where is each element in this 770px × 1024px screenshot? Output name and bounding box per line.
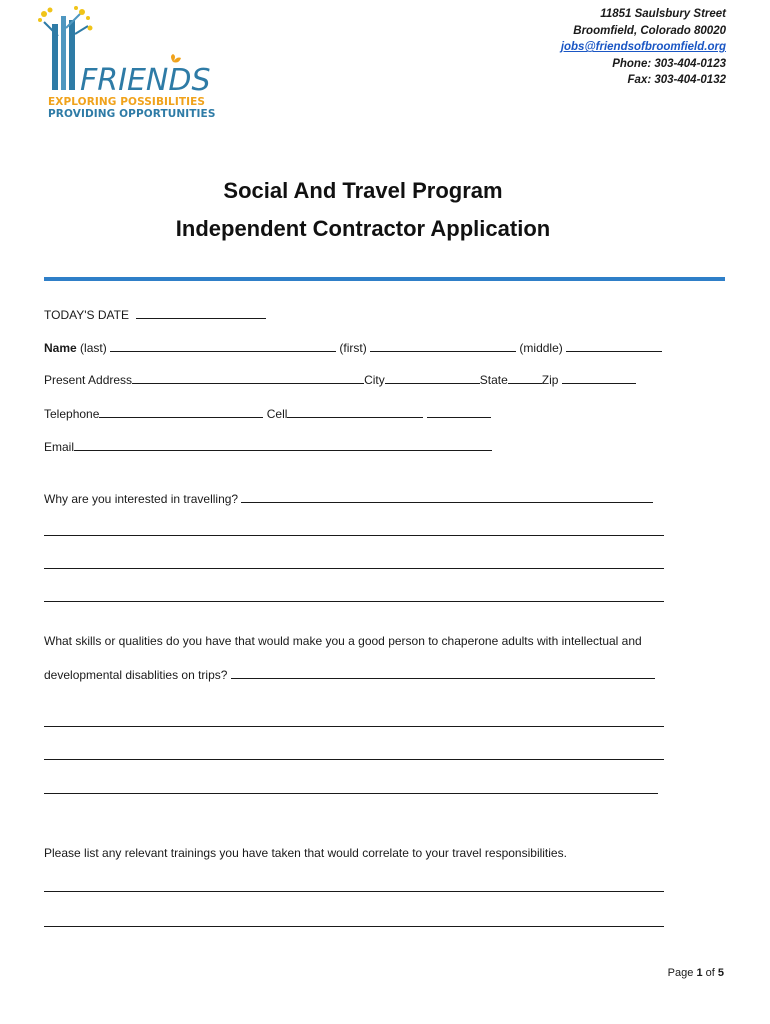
answer-1-line-3[interactable] [44, 601, 664, 602]
date-field[interactable] [136, 307, 266, 319]
name-row [44, 340, 662, 355]
page-number [668, 967, 724, 979]
zip-label: Zip [541, 373, 559, 387]
cell-field[interactable] [287, 406, 423, 418]
logo-tagline-1: EXPLORING POSSIBILITIES [48, 96, 206, 108]
middle-name-label: (middle) [519, 341, 563, 355]
logo-graphic [36, 4, 211, 98]
page-total: 5 [717, 967, 724, 979]
friends-logo [36, 4, 216, 122]
email-row [44, 439, 492, 454]
telephone-label: Telephone [44, 407, 100, 421]
last-name-label: (last) [80, 341, 107, 355]
email-link[interactable]: jobs@friendsofbroomfield.org [560, 41, 726, 53]
page-current: 1 [696, 967, 703, 979]
answer-3-line-1[interactable] [44, 891, 664, 892]
city-field[interactable] [385, 372, 480, 384]
email-field[interactable] [74, 439, 492, 451]
address-row [44, 372, 636, 387]
title-divider [44, 277, 725, 281]
cell-label: Cell [266, 407, 288, 421]
email-label: Email [44, 440, 75, 454]
page-title [0, 172, 726, 248]
name-label: Name [44, 341, 77, 355]
question-2-line-1: What skills or qualities do you have that would make you a good person to chaperone adults with intellectual and [44, 634, 642, 648]
question-3: Please list any relevant trainings you have taken that would correlate to your travel responsibilities. [44, 846, 567, 860]
logo-tagline-2: PROVIDING OPPORTUNITIES [48, 108, 216, 120]
title-line-1: Social And Travel Program [223, 178, 503, 203]
date-row [44, 307, 266, 322]
question-2-line-2-row [44, 667, 655, 682]
telephone-row [44, 406, 491, 421]
page-label: Page [667, 967, 694, 979]
street-address: 11851 Saulsbury Street [600, 8, 726, 20]
zip-field[interactable] [562, 372, 636, 384]
question-2-line-2: developmental disablities on trips? [44, 668, 228, 682]
address-field[interactable] [132, 372, 364, 384]
contact-block [561, 6, 726, 89]
address-label: Present Address [44, 373, 133, 387]
last-name-field[interactable] [110, 340, 336, 352]
answer-2-line-2[interactable] [44, 759, 664, 760]
question-2-field[interactable] [231, 667, 655, 679]
question-1-label: Why are you interested in travelling? [44, 492, 239, 506]
state-label: State [479, 373, 508, 387]
page-of-label: of [705, 967, 715, 979]
state-field[interactable] [508, 372, 542, 384]
question-1-field[interactable] [241, 491, 653, 503]
answer-2-line-3[interactable] [44, 793, 658, 794]
answer-1-line-1[interactable] [44, 535, 664, 536]
question-1 [44, 491, 653, 506]
title-line-2: Independent Contractor Application [175, 216, 551, 241]
date-label: TODAY'S DATE [44, 308, 129, 322]
logo-wordmark: FRIENDS [80, 63, 211, 98]
answer-1-line-2[interactable] [44, 568, 664, 569]
phone-number: Phone: 303-404-0123 [612, 57, 726, 70]
fax-number: Fax: 303-404-0132 [627, 74, 726, 86]
city-state-zip: Broomfield, Colorado 80020 [573, 24, 726, 37]
first-name-label: (first) [339, 341, 367, 355]
answer-3-line-2[interactable] [44, 926, 664, 927]
cell-field-extra[interactable] [427, 406, 491, 418]
middle-name-field[interactable] [566, 340, 662, 352]
city-label: City [364, 373, 385, 387]
first-name-field[interactable] [370, 340, 516, 352]
answer-2-line-1[interactable] [44, 726, 664, 727]
telephone-field[interactable] [99, 406, 263, 418]
